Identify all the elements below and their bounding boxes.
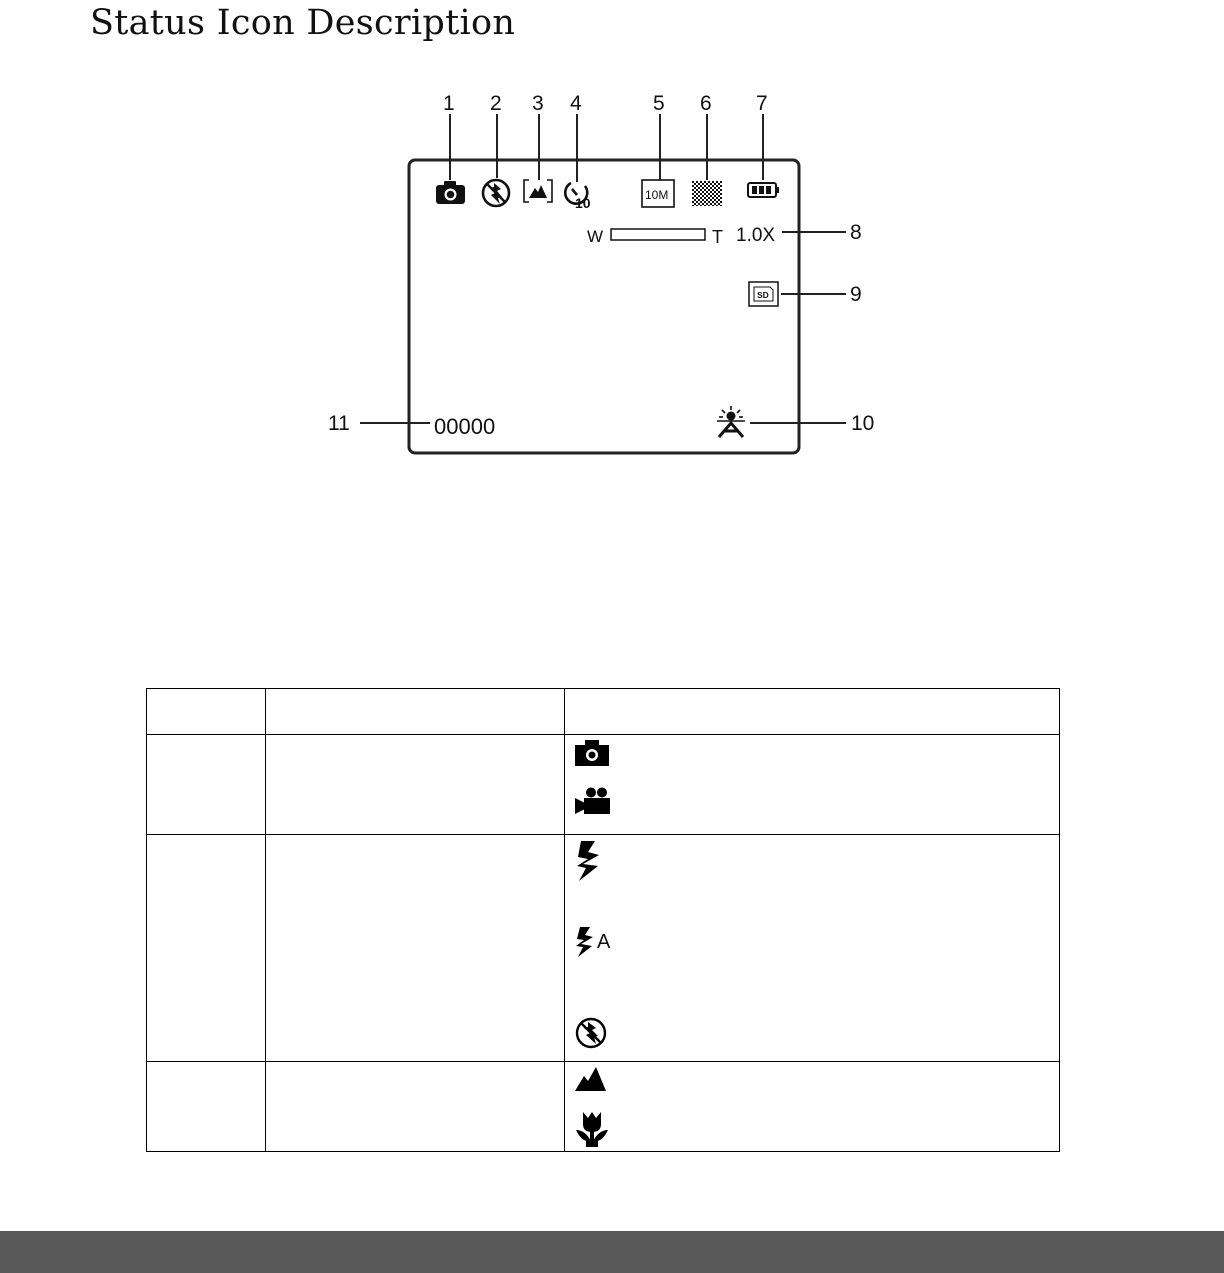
camera-icon — [436, 181, 465, 204]
callout-3: 3 — [532, 92, 544, 115]
callout-6: 6 — [700, 92, 712, 115]
zoom-wide-label: W — [587, 227, 604, 246]
white-balance-auto-icon — [717, 406, 745, 437]
self-timer-icon — [565, 183, 591, 211]
callout-7: 7 — [756, 92, 768, 115]
table-row — [147, 835, 1060, 1062]
table-cell — [147, 735, 266, 835]
callout-4: 4 — [570, 92, 582, 115]
zoom-value: 1.0X — [736, 225, 776, 246]
video-camera-icon — [575, 787, 613, 815]
flash-auto-letter: A — [597, 931, 611, 953]
footer-bar — [0, 1231, 1224, 1273]
callout-2: 2 — [490, 92, 502, 115]
table-cell-icons — [565, 1062, 1060, 1152]
table-cell — [266, 735, 565, 835]
landscape-icon — [575, 1066, 607, 1092]
header-cell-3 — [565, 689, 1060, 735]
battery-icon — [748, 183, 779, 197]
header-cell-1 — [147, 689, 266, 735]
header-cell-2 — [266, 689, 565, 735]
lcd-status-diagram — [0, 0, 1224, 520]
flash-on-icon — [575, 841, 605, 881]
macro-flower-icon — [575, 1112, 609, 1148]
zoom-tele-label: T — [712, 227, 723, 247]
landscape-mode-icon — [524, 180, 552, 202]
callout-8: 8 — [850, 221, 862, 244]
callout-1: 1 — [443, 92, 455, 115]
quality-icon — [692, 181, 722, 206]
table-row — [147, 1062, 1060, 1152]
callout-10: 10 — [851, 412, 875, 435]
table-cell — [266, 835, 565, 1062]
zoom-bar — [611, 229, 705, 240]
status-icon-table — [146, 688, 1060, 1152]
flash-off-icon — [575, 1017, 607, 1049]
table-row — [147, 735, 1060, 835]
table-cell — [147, 835, 266, 1062]
table-cell-icons — [565, 835, 1060, 1062]
callout-9: 9 — [850, 283, 862, 306]
resolution-icon — [642, 180, 674, 207]
table-cell — [147, 1062, 266, 1152]
svg-text:10: 10 — [575, 195, 591, 211]
shot-counter: 00000 — [434, 414, 496, 439]
table-cell — [266, 1062, 565, 1152]
svg-text:10M: 10M — [645, 188, 669, 202]
flash-bolt-icon — [575, 927, 597, 957]
callout-5: 5 — [653, 92, 665, 115]
page-title: Status Icon Description — [90, 3, 516, 43]
svg-text:SD: SD — [757, 290, 769, 300]
table-cell-icons — [565, 735, 1060, 835]
callout-11: 11 — [328, 412, 350, 435]
flash-auto-icon — [575, 927, 610, 957]
camera-icon — [575, 739, 611, 767]
lcd-screen-frame — [409, 160, 799, 453]
sd-card-icon — [749, 282, 778, 306]
table-header-row — [147, 689, 1060, 735]
flash-off-icon — [483, 180, 509, 206]
